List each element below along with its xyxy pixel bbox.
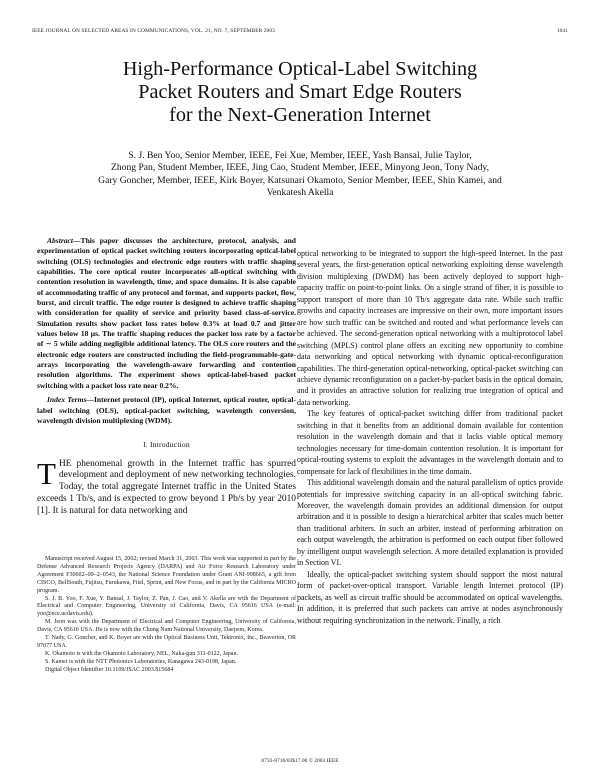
- body-paragraph: optical networking to be integrated to support the high-speed Internet. In the past several years, the first-generation optical networking exploiting dense wavelength division multiplexing (DWDM) has been actively deployed to support high-capacity traffic on point-to-point links. On a single strand of fiber, it is possible to support transport of more than 10 Tb/s aggregate data rate. While such traffic growths and capacity increases are impressive on their own, more important issues are how such traffic can be switched and routed and what performance levels can be achieved. The second-generation optical networking with a multiprotocol label switching (MPLS) control plane offers an exciting new opportunity to combine data networking and optical networking with dynamic optical-reconfiguration capabilities. The third-generation optical-networking, optical-packet switching can achieve dynamic reconfiguration on a packet-by-packet basis in the optical domain, and it provides an attractive solution for realizing true integration of optical and data networking.: [297, 249, 563, 407]
- body-paragraph: This additional wavelength domain and the natural parallelism of optics provide potentials for impressive switching capacity in an all-optical switching fabric. Moreover, the wavelength domain provides an additional dimension for output arbitration and it is possible to design a hierarchical arbiter that scales much better than traditional arbiters. In such an arbiter, instead of performing arbitration on each output wavelength, the arbitration is performed on each output fiber followed by intelligent output wavelength selection. A more detailed explanation is provided in Section VI.: [297, 478, 563, 568]
- intro-paragraph: [37, 455, 296, 519]
- running-header: [32, 28, 568, 34]
- paper-title: [40, 58, 560, 127]
- section-heading: I. Introduction: [143, 440, 190, 450]
- abstract-lead: Abstract—: [47, 236, 81, 245]
- footnote: S. J. B. Yoo, F. Xue, Y. Bansal, J. Taylor, Z. Pan, J. Cao, and V. Akella are with the Department of Electrical and Computer Engineering, University of California, Davis, CA 95616 USA (e-mail: yoo@ece.ucdavis.edu).: [37, 595, 296, 618]
- author-line: Zhong Pan, Student Member, IEEE, Jing Cao, Student Member, IEEE, Minyong Jeon, Tony Nady,: [111, 162, 489, 174]
- journal-name: IEEE JOURNAL ON SELECTED AREAS IN COMMUNICATIONS, VOL. 21, NO. 7, SEPTEMBER 2003: [32, 28, 275, 34]
- intro-text: HE phenomenal growth in the Internet traffic has spurred development and deployment of new networking technologies. Today, the total aggregate Internet traffic in the United States exceeds 1 Tb/s, and is expected to grow beyond 1 Pb/s by year 2010 [1]. It is natural for data networking and: [37, 458, 296, 517]
- author-line: S. J. Ben Yoo, Senior Member, IEEE, Fei Xue, Member, IEEE, Yash Bansal, Julie Taylor,: [128, 150, 472, 161]
- title-line: for the Next-Generation Internet: [169, 104, 431, 126]
- copyright-footer: 0733-8716/03$17.00 © 2003 IEEE: [261, 758, 339, 764]
- author-line: Venkatesh Akella: [266, 186, 334, 198]
- footnote: T. Nady, G. Goncher, and K. Boyer are with the Optical Business Unit, Tektronix, Inc., Beaverton, OR 97077 USA.: [37, 635, 296, 649]
- page-number: 1041: [556, 28, 568, 34]
- drop-cap: T: [37, 455, 56, 491]
- title-line: High-Performance Optical-Label Switching: [122, 58, 478, 80]
- body-paragraph: Ideally, the optical-packet switching system should support the most natural form of packet-over-optical transport. Variable length Internet protocol (IP) packets, as well as circuit traffic should be accommodated on optical wavelengths. In addition, it is preferred that such packets can arrive at nodes asynchronously without requiring synchronization in the network. Finally, a rich: [297, 569, 563, 625]
- left-column: [37, 236, 296, 518]
- author-line: Gary Goncher, Member, IEEE, Kirk Boyer, Katsunari Okamoto, Senior Member, IEEE, Shin Kamei, and: [98, 174, 502, 186]
- index-terms: [37, 395, 296, 426]
- footnote: S. Kamei is with the NTT Photonics Laboratories, Kanagawa 243-0198, Japan.: [45, 658, 237, 665]
- title-line: Packet Routers and Smart Edge Routers: [138, 81, 462, 103]
- index-terms-text: Internet protocol (IP), optical Internet, optical router, optical-label switching (OLS), optical-packet switching, wavelength conversion, wavelength division multiplexing (WDM).: [37, 395, 297, 425]
- body-paragraph: The key features of optical-packet switching differ from traditional packet switching in that it benefits from an additional domain available for contention resolution in the wavelength domain and that it lacks viable optical memory technologies necessary for time-domain contention resolution. It is important for optical-routing systems to exploit the advantages in the wavelength domain and to compensate for lack of flexibilities in the time domain.: [297, 409, 563, 476]
- footnotes: [37, 556, 296, 675]
- author-list: [44, 150, 556, 199]
- footnote: Manuscript received August 15, 2002; revised March 31, 2003. This work was supported in part by the Defense Advanced Research Projects Agency (DARPA) and Air Force Research Laboratory under Agreement F30602–00–2–0543, the National Science Foundation under Grant ANI-998665, a gift from CISCO, BellSouth, Fujitsu, Furukawa, Fitel, Sprint, and New Focus, and in part by the California MICRO program.: [37, 556, 296, 594]
- right-column: [297, 248, 563, 626]
- footnote: M. Jeon was with the Department of Electrical and Computer Engineering, University of California, Davis, CA 95616 USA. He is now with the Chung Nam National University, Daejeon, Korea.: [37, 619, 296, 634]
- footnote: K. Okamoto is with the Okamoto Laboratory, NEL, Naka-gun 311-0122, Japan.: [45, 650, 239, 657]
- abstract-text: This paper discusses the architecture, protocol, analysis, and experimentation of optical packet switching routers incorporating optical-label switching (OLS) technologies and electronic edge routers with traffic shaping capabilities. The core optical router incorporates all-optical switching with contention resolution in wavelength, time, and space domains. It is also capable of accommodating traffic of any protocol and format, and supports packet, flow, burst, and circuit traffic. The edge router is designed to achieve traffic shaping with consideration for quality of service and priority based class-of-service. Simulation results show packet loss rates below 0.3% at load 0.7 and jitter values below 18 μs. The traffic shaping reduces the packet loss rate by a factor of ∼ 5 while adding negligible additional latency. The OLS core routers and the electronic edge routers are constructed including the field-programmable-gate-arrays incorporating the wavelength-aware forwarding and contention resolution algorithms. The experiment shows optical-label-based packet switching with a packet loss rate near 0.2%.: [37, 236, 296, 390]
- intro-body: [37, 455, 296, 519]
- abstract: [37, 236, 296, 391]
- doi-identifier: Digital Object Identifier 10.1109/JSAC.2003.815684: [45, 666, 174, 673]
- index-terms-lead: Index Terms—: [47, 395, 94, 405]
